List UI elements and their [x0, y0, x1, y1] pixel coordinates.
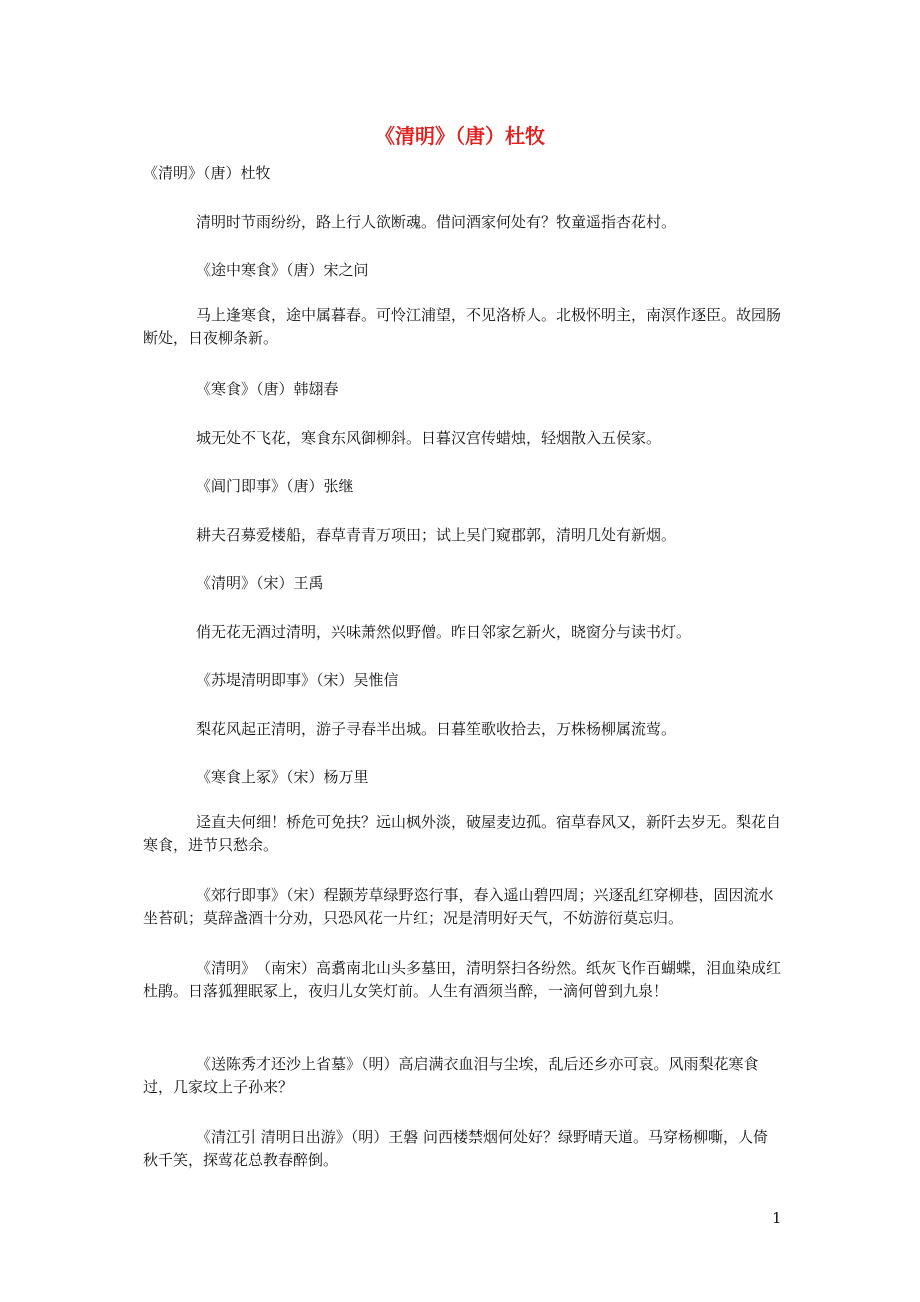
poem-entry: 《郊行即事》（宋）程颢芳草绿野恣行事，春入遥山碧四周；兴逐乱红穿柳巷，固因流水坐苔矶；莫辞盏酒十分劝，只恐风花一片红；况是清明好天气，不妨游衍莫忘归。	[143, 886, 774, 927]
poem-heading: 《清明》（唐）杜牧	[143, 164, 271, 182]
poem-heading: 《途中寒食》（唐）宋之问	[196, 261, 369, 279]
document-title: 《清明》（唐）杜牧	[375, 124, 545, 148]
poem-text: 马上逢寒食，途中属暮春。可怜江浦望，不见洛桥人。北极怀明主，南溟作逐臣。故园肠断处，日夜柳条新。	[143, 306, 782, 347]
poem-entry: 《送陈秀才还沙上省墓》（明）高启满衣血泪与尘埃，乱后还乡亦可哀。风雨梨花寒食过，几家坟上子孙来？	[143, 1055, 759, 1096]
poem-text: 梨花风起正清明，游子寻春半出城。日暮笙歌收拾去，万株杨柳属流莺。	[196, 720, 677, 738]
poem-heading: 《寒食上冢》（宋）杨万里	[196, 768, 369, 786]
poem-heading: 《寒食》（唐）韩翃春	[196, 380, 339, 398]
poem-entry: 《清明》 （南宋）高翥南北山头多墓田，清明祭扫各纷然。纸灰飞作百蝴蝶，泪血染成红杜鹃。日落狐狸眠冢上，夜归儿女笑灯前。人生有酒须当醉，一滴何曾到九泉！	[143, 959, 782, 1000]
poem-text: 俏无花无酒过清明，兴味萧然似野僧。昨日邻家乞新火，晓窗分与读书灯。	[196, 623, 692, 641]
poem-entry: 《清江引 清明日出游》（明）王磐 问西楼禁烟何处好？绿野晴天道。马穿杨柳嘶，人倚秋千笑，探莺花总教春醉倒。	[143, 1128, 769, 1169]
poem-heading: 《阊门即事》（唐）张继	[196, 477, 354, 495]
poem-text: 城无处不飞花，寒食东风御柳斜。日暮汉宫传蜡烛，轻烟散入五侯家。	[196, 429, 662, 447]
page-number: 1	[772, 1209, 782, 1227]
poem-text: 耕夫召募爱楼船，春草青青万项田；试上吴门窥郡郭，清明几处有新烟。	[196, 526, 677, 544]
poem-text: 迳直夫何细！桥危可免扶？远山枫外淡，破屋麦边孤。宿草春风又，新阡去岁无。梨花自寒食，进节只愁余。	[143, 813, 782, 854]
poem-heading: 《清明》（宋）王禹	[196, 574, 324, 592]
poem-text: 清明时节雨纷纷，路上行人欲断魂。借问酒家何处有？牧童遥指杏花村。	[196, 213, 677, 231]
poem-heading: 《苏堤清明即事》（宋）吴惟信	[196, 671, 399, 689]
